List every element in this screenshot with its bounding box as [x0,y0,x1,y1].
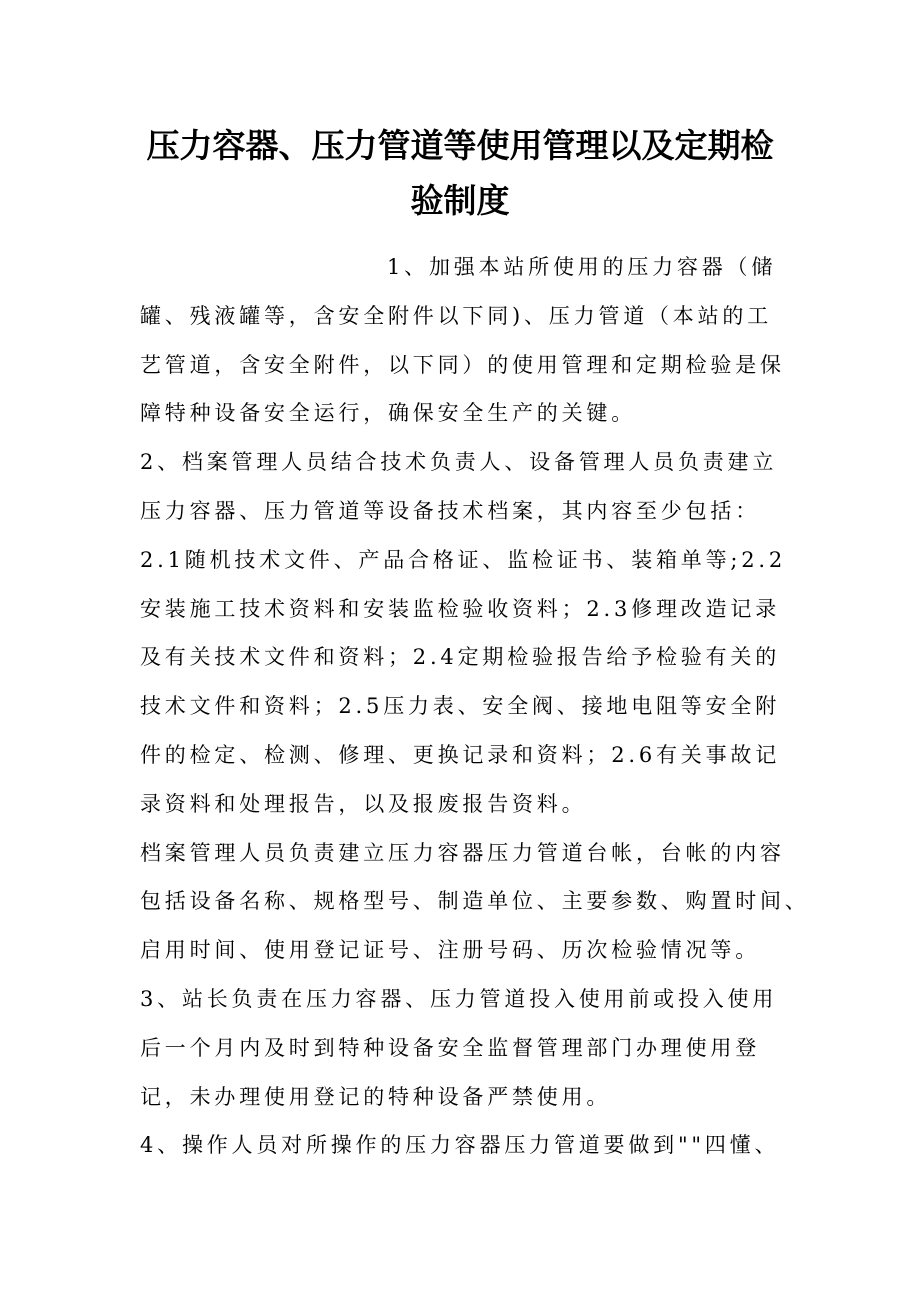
body-line: 后一个月内及时到特种设备安全监督管理部门办理使用登 [140,1035,760,1060]
document-title [130,118,790,228]
document-body [140,243,810,1170]
body-line: 罐、残液罐等，含安全附件以下同)、压力管道（本站的工 [140,303,772,328]
body-line: 1、加强本站所使用的压力容器（储 [387,255,777,279]
body-line: 4、操作人员对所操作的压力容器压力管道要做到""四懂、 [140,1133,780,1158]
body-line: 记，未办理使用登记的特种设备严禁使用。 [140,1084,612,1109]
body-line: 及有关技术文件和资料；2.4定期检验报告给予检验有关的 [140,645,780,670]
body-line: 件的检定、检测、修理、更换记录和资料；2.6有关事故记 [140,742,780,767]
body-line: 包括设备名称、规格型号、制造单位、主要参数、购置时间、 [140,889,810,914]
body-line: 启用时间、使用登记证号、注册号码、历次检验情况等。 [140,938,760,963]
body-line: 录资料和处理报告，以及报废报告资料。 [140,791,587,816]
body-line: 2.1随机技术文件、产品合格证、监检证书、装箱单等;2.2 [140,547,787,572]
title-line-2: 验制度 [410,181,510,220]
body-line: 压力容器、压力管道等设备技术档案，其内容至少包括： [140,498,760,523]
title-line-1: 压力容器、压力管道等使用管理以及定期检 [146,126,774,165]
body-line: 档案管理人员负责建立压力容器压力管道台帐，台帐的内容 [140,840,785,865]
body-line: 技术文件和资料；2.5压力表、安全阀、接地电阻等安全附 [140,694,780,719]
body-line: 3、站长负责在压力容器、压力管道投入使用前或投入使用 [140,986,778,1011]
body-line: 2、档案管理人员结合技术负责人、设备管理人员负责建立 [140,450,778,475]
body-line: 障特种设备安全运行，确保安全生产的关键。 [140,401,636,426]
body-line: 安装施工技术资料和安装监检验收资料；2.3修理改造记录 [140,596,780,621]
body-line: 艺管道，含安全附件，以下同）的使用管理和定期检验是保 [140,352,785,377]
